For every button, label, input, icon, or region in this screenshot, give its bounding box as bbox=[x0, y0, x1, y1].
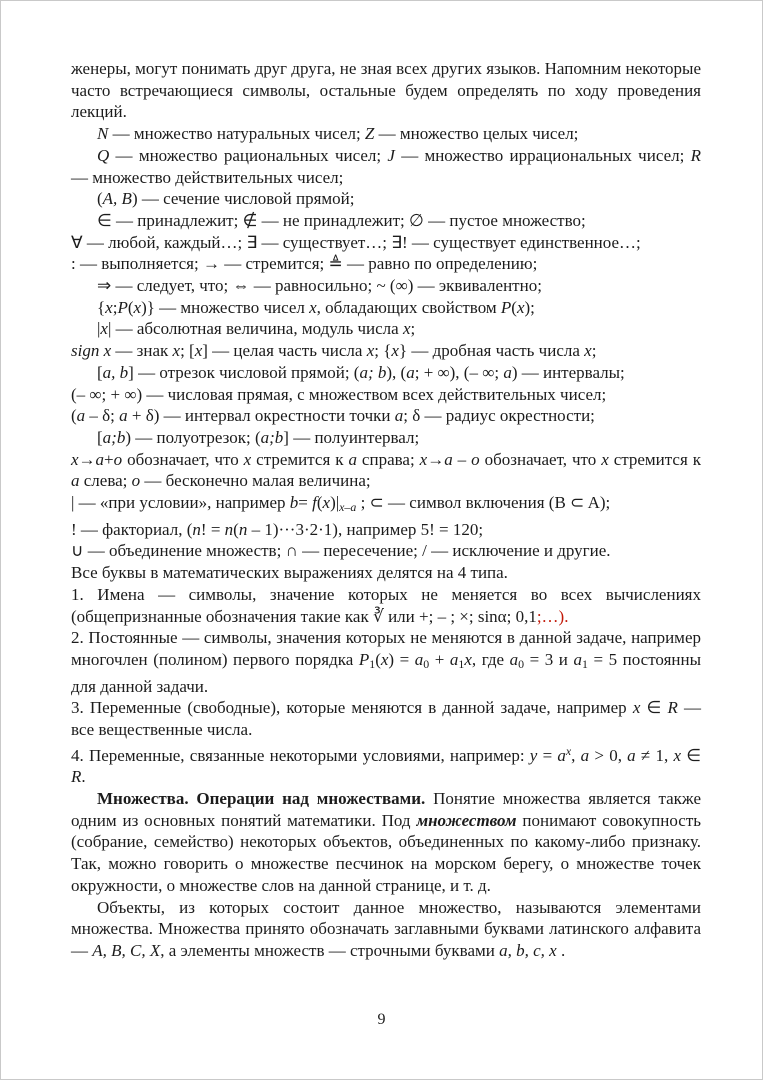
text-segment: ; bbox=[112, 297, 118, 317]
text-segment: — бесконечно малая величина; bbox=[140, 471, 371, 491]
text-segment: стремится к bbox=[608, 449, 702, 469]
text-segment: ⇒ — следует, что; ⇔ — равносильно; ~ (∞) — эквивалентно; bbox=[97, 276, 542, 296]
text-segment: + δ) — интервал окрестности точки bbox=[127, 406, 395, 426]
paragraph bbox=[71, 123, 701, 145]
text-segment: 1 bbox=[458, 656, 465, 671]
text-segment: = bbox=[298, 493, 313, 513]
text-segment: 3. Переменные (свободные), которые меняются в данной задаче, например bbox=[71, 698, 633, 718]
text-segment: o bbox=[471, 449, 480, 469]
text-segment: — знак bbox=[111, 341, 173, 361]
paragraph bbox=[71, 384, 701, 406]
text-segment: ∀ — любой, каждый…; ∃ — существует…; ∃! — существует единственное…; bbox=[71, 232, 641, 252]
text-segment: | — абсолютная величина, модуль числа bbox=[107, 319, 403, 339]
paragraph bbox=[71, 145, 701, 188]
text-segment: a;b bbox=[260, 427, 284, 447]
text-segment: a bbox=[76, 406, 86, 426]
text-segment: x bbox=[402, 319, 411, 339]
text-segment: a, b bbox=[102, 362, 129, 382]
text-segment: ∈ bbox=[680, 745, 702, 765]
text-segment: a bbox=[573, 649, 582, 669]
text-segment: понимают совокупность (собрание, семейство) некоторых объектов, объединенных по какому-либо признаку. Так, можно говорить о множестве песчинок на морском берегу, о множестве точек окружности, о множестве слов на данной странице, и т. д. bbox=[71, 810, 701, 895]
text-segment: ( bbox=[71, 406, 77, 426]
text-segment: A, B, C, X bbox=[92, 941, 161, 960]
text-segment: → bbox=[427, 449, 445, 469]
text-segment: { bbox=[97, 297, 106, 317]
text-segment: )} — множество чисел bbox=[141, 297, 310, 317]
page-text bbox=[71, 58, 701, 962]
text-segment: J bbox=[387, 145, 395, 165]
text-segment: x bbox=[464, 649, 472, 669]
text-segment: (– ∞; + ∞) — числовая прямая, с множеством всех действительных чисел; bbox=[71, 384, 607, 404]
paragraph bbox=[71, 697, 701, 740]
text-segment: — множество рациональных чисел; bbox=[109, 145, 388, 165]
text-segment: a bbox=[449, 649, 459, 669]
text-segment: 1. Имена — символы, значение которых не меняется во всех вычислениях (общепризнанные обозначения такие как ∛ или +; – ; ×; sinα; 0,1 bbox=[71, 584, 701, 626]
text-segment: 2. Постоянные — символы, значения которых не меняются в данной задаче, например многочлен (полином) первого порядка bbox=[71, 628, 701, 669]
paragraph bbox=[71, 253, 701, 275]
text-segment: x bbox=[194, 341, 203, 361]
text-segment: 4. Переменные, связанные некоторыми условиями, например: bbox=[71, 745, 530, 765]
text-segment: P bbox=[500, 297, 512, 317]
text-segment: n bbox=[238, 519, 248, 539]
text-segment: a bbox=[627, 745, 636, 765]
text-segment: ( bbox=[375, 649, 381, 669]
paragraph bbox=[71, 318, 701, 340]
text-segment: a, b, c, x bbox=[499, 941, 557, 960]
text-segment: . bbox=[556, 941, 566, 960]
text-segment: [ bbox=[97, 362, 103, 382]
text-segment: b bbox=[289, 493, 299, 513]
text-segment: x bbox=[243, 449, 252, 469]
text-segment: R bbox=[667, 698, 678, 718]
text-segment: x bbox=[366, 341, 375, 361]
text-segment: ) — полуотрезок; ( bbox=[125, 427, 261, 447]
text-segment: → bbox=[78, 449, 96, 469]
text-segment: R bbox=[690, 145, 701, 165]
text-segment: x bbox=[322, 493, 331, 513]
text-segment: . bbox=[81, 767, 86, 787]
text-segment: a bbox=[503, 362, 512, 382]
text-segment: = 3 и bbox=[524, 649, 574, 669]
text-segment: a bbox=[414, 649, 424, 669]
text-segment: a bbox=[95, 449, 105, 469]
text-segment: : — выполняется; → — стремится; ≜ — равно по определению; bbox=[71, 254, 538, 274]
text-segment: o bbox=[113, 449, 123, 469]
paragraph bbox=[71, 275, 701, 297]
text-segment: x bbox=[309, 297, 317, 317]
text-segment: ), ( bbox=[386, 362, 407, 382]
text-segment: ; + ∞), (– ∞; bbox=[414, 362, 504, 382]
text-segment: a bbox=[406, 362, 415, 382]
text-segment: x bbox=[584, 341, 592, 361]
text-segment: – bbox=[452, 449, 472, 469]
text-segment: ;…). bbox=[536, 606, 569, 626]
paragraph bbox=[71, 562, 701, 584]
text-segment: ); bbox=[524, 297, 535, 317]
text-segment: 0 bbox=[518, 656, 525, 671]
text-segment: x bbox=[632, 698, 641, 718]
text-segment: R bbox=[71, 767, 82, 787]
text-segment: ) — сечение числовой прямой; bbox=[131, 189, 355, 209]
paragraph bbox=[71, 405, 701, 427]
paragraph bbox=[71, 584, 701, 627]
text-segment: x bbox=[565, 743, 572, 758]
text-segment: sign x bbox=[71, 341, 112, 361]
text-segment: , а элементы множеств — строчными буквами bbox=[160, 941, 500, 960]
text-segment: ; ⊂ — символ включения (B ⊂ A); bbox=[356, 493, 611, 513]
text-segment: – 1)···3·2·1), например 5! = 120; bbox=[247, 519, 484, 539]
text-segment: x bbox=[133, 297, 142, 317]
text-segment: > 0, bbox=[589, 745, 628, 765]
text-segment: a bbox=[580, 745, 590, 765]
text-segment: Q bbox=[97, 145, 110, 165]
text-segment: Понятие множества является также одним из основных понятий математики. Под bbox=[71, 789, 702, 830]
text-segment: x bbox=[100, 319, 108, 339]
text-segment: 1 bbox=[581, 656, 588, 671]
text-segment: n bbox=[192, 519, 201, 539]
text-segment: , обладающих свойством bbox=[316, 297, 501, 317]
paragraph bbox=[71, 58, 701, 123]
text-segment: ≠ 1, bbox=[635, 745, 674, 765]
text-segment: a bbox=[557, 745, 566, 765]
text-segment: a bbox=[509, 649, 519, 669]
text-segment: x bbox=[172, 341, 181, 361]
text-segment: + bbox=[429, 649, 450, 669]
text-segment: x bbox=[601, 449, 609, 469]
paragraph bbox=[71, 519, 701, 541]
text-segment: Все буквы в математических выражениях делятся на 4 типа. bbox=[71, 563, 508, 583]
text-segment: ; { bbox=[374, 341, 392, 361]
text-segment: x–a bbox=[339, 500, 357, 515]
text-segment: [ bbox=[97, 427, 103, 447]
paragraph bbox=[71, 741, 701, 788]
text-segment: , где bbox=[471, 649, 510, 669]
paragraph bbox=[71, 427, 701, 449]
paragraph bbox=[71, 897, 701, 962]
text-segment: — множество целых чисел; bbox=[374, 124, 579, 144]
text-segment: N bbox=[97, 124, 109, 144]
text-segment: f bbox=[312, 493, 317, 513]
text-segment: o bbox=[131, 471, 141, 491]
page-number: 9 bbox=[377, 1011, 386, 1028]
text-segment: y bbox=[529, 745, 538, 765]
text-segment: ! — факториал, ( bbox=[71, 519, 193, 539]
text-segment: a bbox=[71, 471, 80, 491]
text-segment: слева; bbox=[79, 471, 132, 491]
paragraph bbox=[71, 540, 701, 562]
text-segment: a;b bbox=[102, 427, 126, 447]
text-segment: — множество иррациональных чисел; bbox=[394, 145, 691, 165]
text-segment: женеры, могут понимать друг друга, не зная всех других языков. Напомним некоторые часто встречающиеся символы, остальные будем определять по ходу проведения лекций. bbox=[71, 59, 701, 122]
text-segment: + bbox=[104, 449, 114, 469]
paragraph bbox=[71, 210, 701, 232]
text-segment: x bbox=[71, 449, 79, 469]
text-segment: 0 bbox=[423, 656, 430, 671]
text-segment: ( bbox=[511, 297, 517, 317]
text-segment: | — «при условии», например bbox=[71, 493, 290, 513]
text-segment: P bbox=[117, 297, 128, 317]
text-segment: x bbox=[105, 297, 113, 317]
text-segment: обозначает, что bbox=[122, 449, 244, 469]
text-segment: x bbox=[516, 297, 525, 317]
text-segment: обозначает, что bbox=[479, 449, 602, 469]
text-segment: ! = bbox=[200, 519, 225, 539]
paragraph bbox=[71, 188, 701, 210]
text-segment: Множества. Операции над множествами. bbox=[97, 789, 426, 809]
text-segment: ( bbox=[97, 189, 103, 209]
text-segment: } — дробная часть числа bbox=[398, 341, 585, 361]
paragraph bbox=[71, 627, 701, 697]
text-segment: ∈ bbox=[640, 698, 668, 718]
text-segment: множеством bbox=[416, 810, 517, 830]
text-segment: x bbox=[391, 341, 399, 361]
text-segment: a bbox=[444, 449, 453, 469]
paragraph bbox=[71, 449, 701, 492]
text-segment: ] — полуинтервал; bbox=[283, 427, 420, 447]
text-segment: ; bbox=[410, 319, 416, 339]
text-segment: a bbox=[348, 449, 357, 469]
text-segment: = bbox=[537, 745, 558, 765]
text-segment: Z bbox=[364, 124, 375, 144]
text-segment: — множество натуральных чисел; bbox=[108, 124, 365, 144]
text-segment: x bbox=[380, 649, 389, 669]
text-segment: a bbox=[119, 406, 128, 426]
text-segment: a; b bbox=[359, 362, 387, 382]
paragraph bbox=[71, 492, 701, 519]
paragraph bbox=[71, 362, 701, 384]
text-segment: ) — интервалы; bbox=[511, 362, 625, 382]
text-segment: ( bbox=[316, 493, 323, 513]
text-segment: – δ; bbox=[85, 406, 120, 426]
text-segment: стремится к bbox=[251, 449, 349, 469]
paragraph bbox=[71, 232, 701, 254]
text-segment: ) = bbox=[388, 649, 415, 669]
text-segment: — все вещественные числа. bbox=[71, 698, 701, 740]
text-segment: )| bbox=[330, 493, 340, 513]
text-segment: ∈ — принадлежит; ∉ — не принадлежит; ∅ — пустое множество; bbox=[97, 210, 586, 230]
text-segment: справа; bbox=[356, 449, 420, 469]
text-segment: P bbox=[358, 649, 370, 669]
text-segment: x bbox=[419, 449, 428, 469]
text-segment: ] — целая часть числа bbox=[202, 341, 367, 361]
text-segment: = 5 постоянны для данной задачи. bbox=[71, 649, 702, 696]
text-segment: ] — отрезок числовой прямой; ( bbox=[128, 362, 360, 382]
text-segment: ( bbox=[127, 297, 134, 317]
text-segment: | bbox=[97, 319, 101, 339]
text-segment: A, B bbox=[102, 189, 132, 209]
text-segment: Объекты, из которых состоит данное множество, называются элементами множества. Множества принято обозначать заглавными буквами латинского алфавита — bbox=[71, 897, 701, 960]
text-segment: x bbox=[673, 745, 681, 765]
text-segment: ∪ — объединение множеств; ∩ — пересечение; / — исключение и другие. bbox=[71, 541, 611, 561]
text-segment: , bbox=[571, 745, 581, 765]
paragraph bbox=[71, 340, 701, 362]
text-segment: ; [ bbox=[180, 341, 195, 361]
text-segment: ; bbox=[591, 341, 597, 361]
paragraph bbox=[71, 788, 701, 897]
text-segment: n bbox=[224, 519, 234, 539]
paragraph bbox=[71, 297, 701, 319]
text-segment: ( bbox=[233, 519, 239, 539]
text-segment: ; δ — радиус окрестности; bbox=[403, 406, 595, 426]
text-segment: — множество действительных чисел; bbox=[71, 167, 344, 187]
text-segment: 1 bbox=[369, 656, 376, 671]
text-segment: a bbox=[394, 406, 404, 426]
